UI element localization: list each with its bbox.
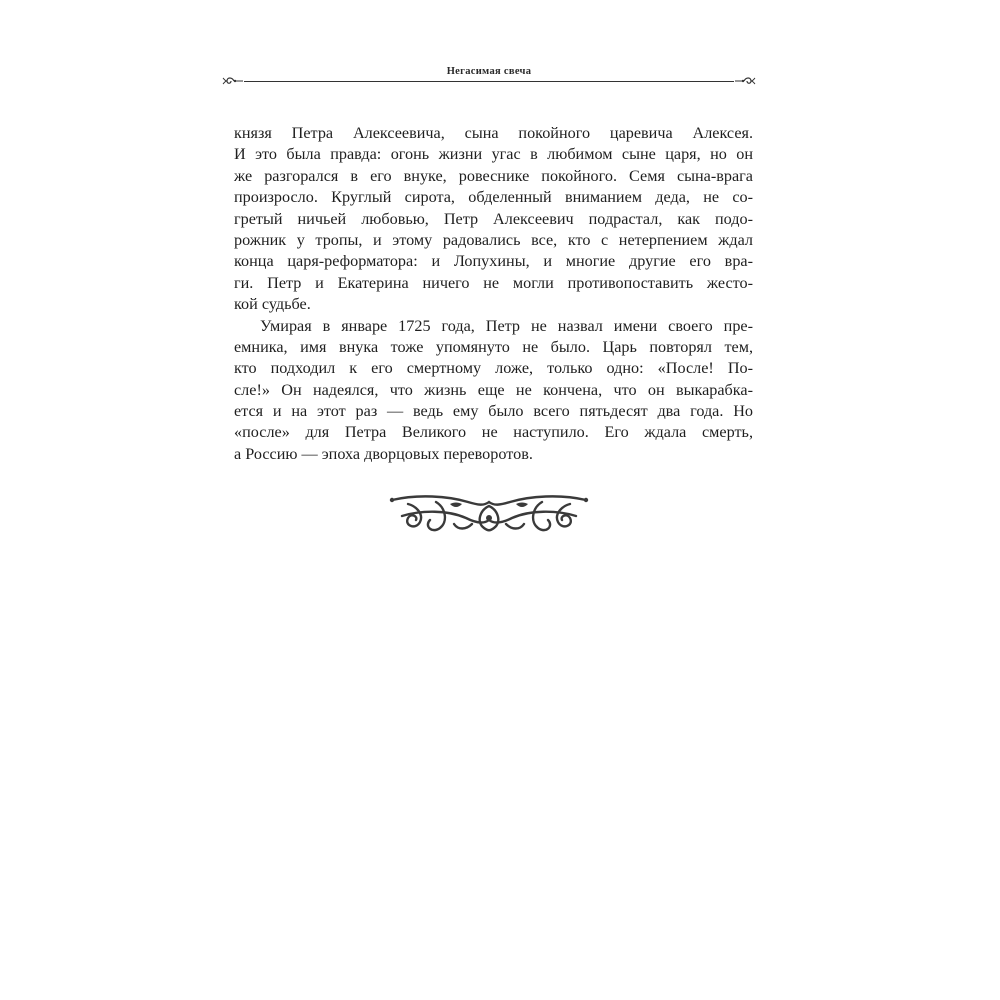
header-flourish-left-icon [222, 75, 244, 87]
text-line: ется и на этот раз — ведь ему было всего пятьдесят два года. Но [234, 402, 753, 421]
text-line: конца царя-реформатора: и Лопухины, и многие другие его вра- [234, 252, 753, 271]
running-head-title: Негасимая свеча [446, 66, 532, 77]
text-line: гретый ничьей любовью, Петр Алексеевич подрастал, как подо- [234, 209, 753, 228]
body-text [234, 123, 753, 465]
header-flourish-right-icon [734, 75, 756, 87]
paragraph-1 [234, 123, 753, 316]
text-line: кой судьбе. [234, 295, 311, 314]
text-line: емника, имя внука тоже упомянуто не было. Царь повторял тем, [234, 337, 753, 356]
text-line: произросло. Круглый сирота, обделенный вниманием деда, не со- [234, 188, 753, 207]
text-line: кто подходил к его смертному ложе, только одно: «После! По- [234, 359, 753, 378]
paragraph-2 [234, 316, 753, 466]
running-head-rule [244, 81, 734, 82]
text-line: ги. Петр и Екатерина ничего не могли противопоставить жесто- [234, 273, 753, 292]
text-line: а Россию — эпоха дворцовых переворотов. [234, 444, 533, 463]
running-head [222, 62, 756, 92]
text-line: рожник у тропы, и этому радовались все, кто с нетерпением ждал [234, 230, 753, 249]
text-line: Умирая в январе 1725 года, Петр не назвал имени своего пре- [260, 316, 753, 335]
text-line: «после» для Петра Великого не наступило. Его ждала смерть, [234, 423, 753, 442]
text-line: князя Петра Алексеевича, сына покойного царевича Алексея. [234, 124, 753, 142]
decorative-vignette-icon [388, 492, 590, 536]
text-line: И это была правда: огонь жизни угас в любимом сыне царя, но он [234, 145, 753, 164]
text-line: сле!» Он надеялся, что жизнь еще не кончена, что он выкарабка- [234, 380, 753, 399]
text-line: же разгорался в его внуке, ровеснике покойного. Семя сына-врага [234, 166, 753, 185]
